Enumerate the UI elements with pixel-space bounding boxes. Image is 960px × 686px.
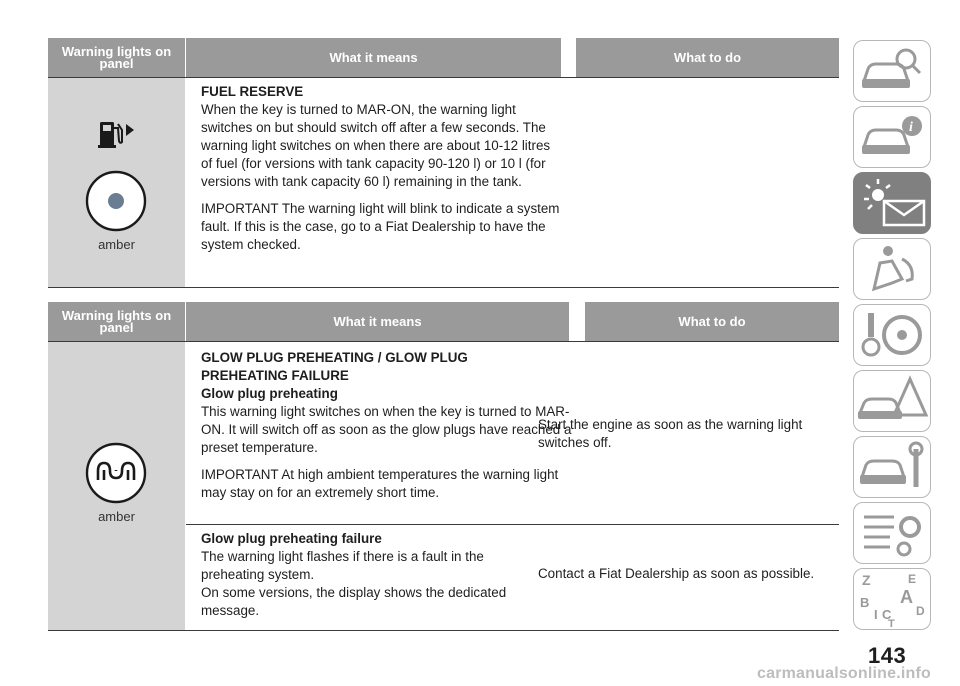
glow-plug-row1-action: Start the engine as soon as the warning light switches off. (538, 417, 803, 450)
header-what-it-means: What it means (186, 302, 569, 341)
colour-label: amber (98, 509, 135, 524)
row-divider (186, 524, 839, 525)
glow-plug-icon (85, 442, 147, 504)
airbag-seat-icon[interactable] (853, 238, 931, 300)
svg-text:C: C (882, 607, 892, 622)
table1-bottom-rule (48, 287, 839, 288)
svg-text:T: T (888, 618, 895, 629)
car-info-icon[interactable] (853, 106, 931, 168)
svg-text:D: D (916, 604, 925, 618)
fuel-reserve-para1: When the key is turned to MAR-ON, the warning light switches on but should switch off after a few seconds. The warning light switches on when there are about 10-12 litres of fuel (for versions with tank capacity 90-120 l) or 10 l (for versions with tank capacity 60 l) remaining in the tank. (201, 102, 551, 189)
glow-plug-row2-text (201, 530, 546, 620)
glow-plug-row1-text (201, 349, 573, 502)
glow-plug-failure-subtitle: Glow plug preheating failure (201, 531, 382, 546)
colour-label: amber (98, 237, 135, 252)
warning-lamp-icon (85, 170, 147, 232)
glow-plug-table (48, 302, 839, 632)
svg-text:I: I (874, 607, 878, 622)
glow-plug-subtitle: Glow plug preheating (201, 386, 338, 401)
warning-light-envelope-icon[interactable] (853, 172, 931, 234)
fuel-pump-icon (96, 116, 136, 152)
header-what-to-do: What to do (576, 38, 839, 77)
car-warning-triangle-icon[interactable] (853, 370, 931, 432)
header-what-it-means: What it means (186, 38, 561, 77)
car-search-icon[interactable] (853, 40, 931, 102)
glow-plug-para1: This warning light switches on when the key is turned to MAR-ON. It will switch off as soon as the glow plugs have reached a preset temperature. (201, 404, 572, 455)
glow-plug-title-line2: PREHEATING FAILURE (201, 368, 349, 383)
glow-plug-row2-action: Contact a Fiat Dealership as soon as possible. (538, 566, 815, 581)
car-wrench-icon[interactable] (853, 436, 931, 498)
header-warning-lights: Warning lights on panel (48, 38, 185, 77)
svg-text:B: B (860, 595, 870, 610)
glow-plug-para2: IMPORTANT At high ambient temperatures the warning light may stay on for an extremely short time. (201, 467, 559, 500)
glow-plug-title-line1: GLOW PLUG PREHEATING / GLOW PLUG (201, 350, 468, 365)
alphabet-index-icon[interactable] (853, 568, 931, 630)
svg-text:E: E (908, 572, 917, 586)
svg-text:i: i (909, 120, 913, 135)
svg-text:A: A (900, 587, 913, 607)
fuel-reserve-title: FUEL RESERVE (201, 84, 304, 99)
fuel-reserve-table (48, 38, 839, 288)
watermark: carmanualsonline.info (757, 665, 932, 682)
fuel-reserve-para2: IMPORTANT The warning light will blink to indicate a system fault. If this is the case, go to a Fiat Dealership to have the system checked. (201, 201, 560, 252)
glow-plug-failure-para2: On some versions, the display shows the dedicated message. (201, 585, 507, 618)
svg-text:Z: Z (862, 572, 871, 588)
settings-list-icon[interactable] (853, 502, 931, 564)
fuel-reserve-text (201, 83, 561, 254)
table2-bottom-rule (48, 630, 839, 631)
page-number: 143 (868, 643, 907, 668)
key-steering-icon[interactable] (853, 304, 931, 366)
header-what-to-do: What to do (585, 302, 839, 341)
header-warning-lights: Warning lights on panel (48, 302, 185, 341)
glow-plug-failure-para1: The warning light flashes if there is a fault in the preheating system. (201, 549, 484, 582)
